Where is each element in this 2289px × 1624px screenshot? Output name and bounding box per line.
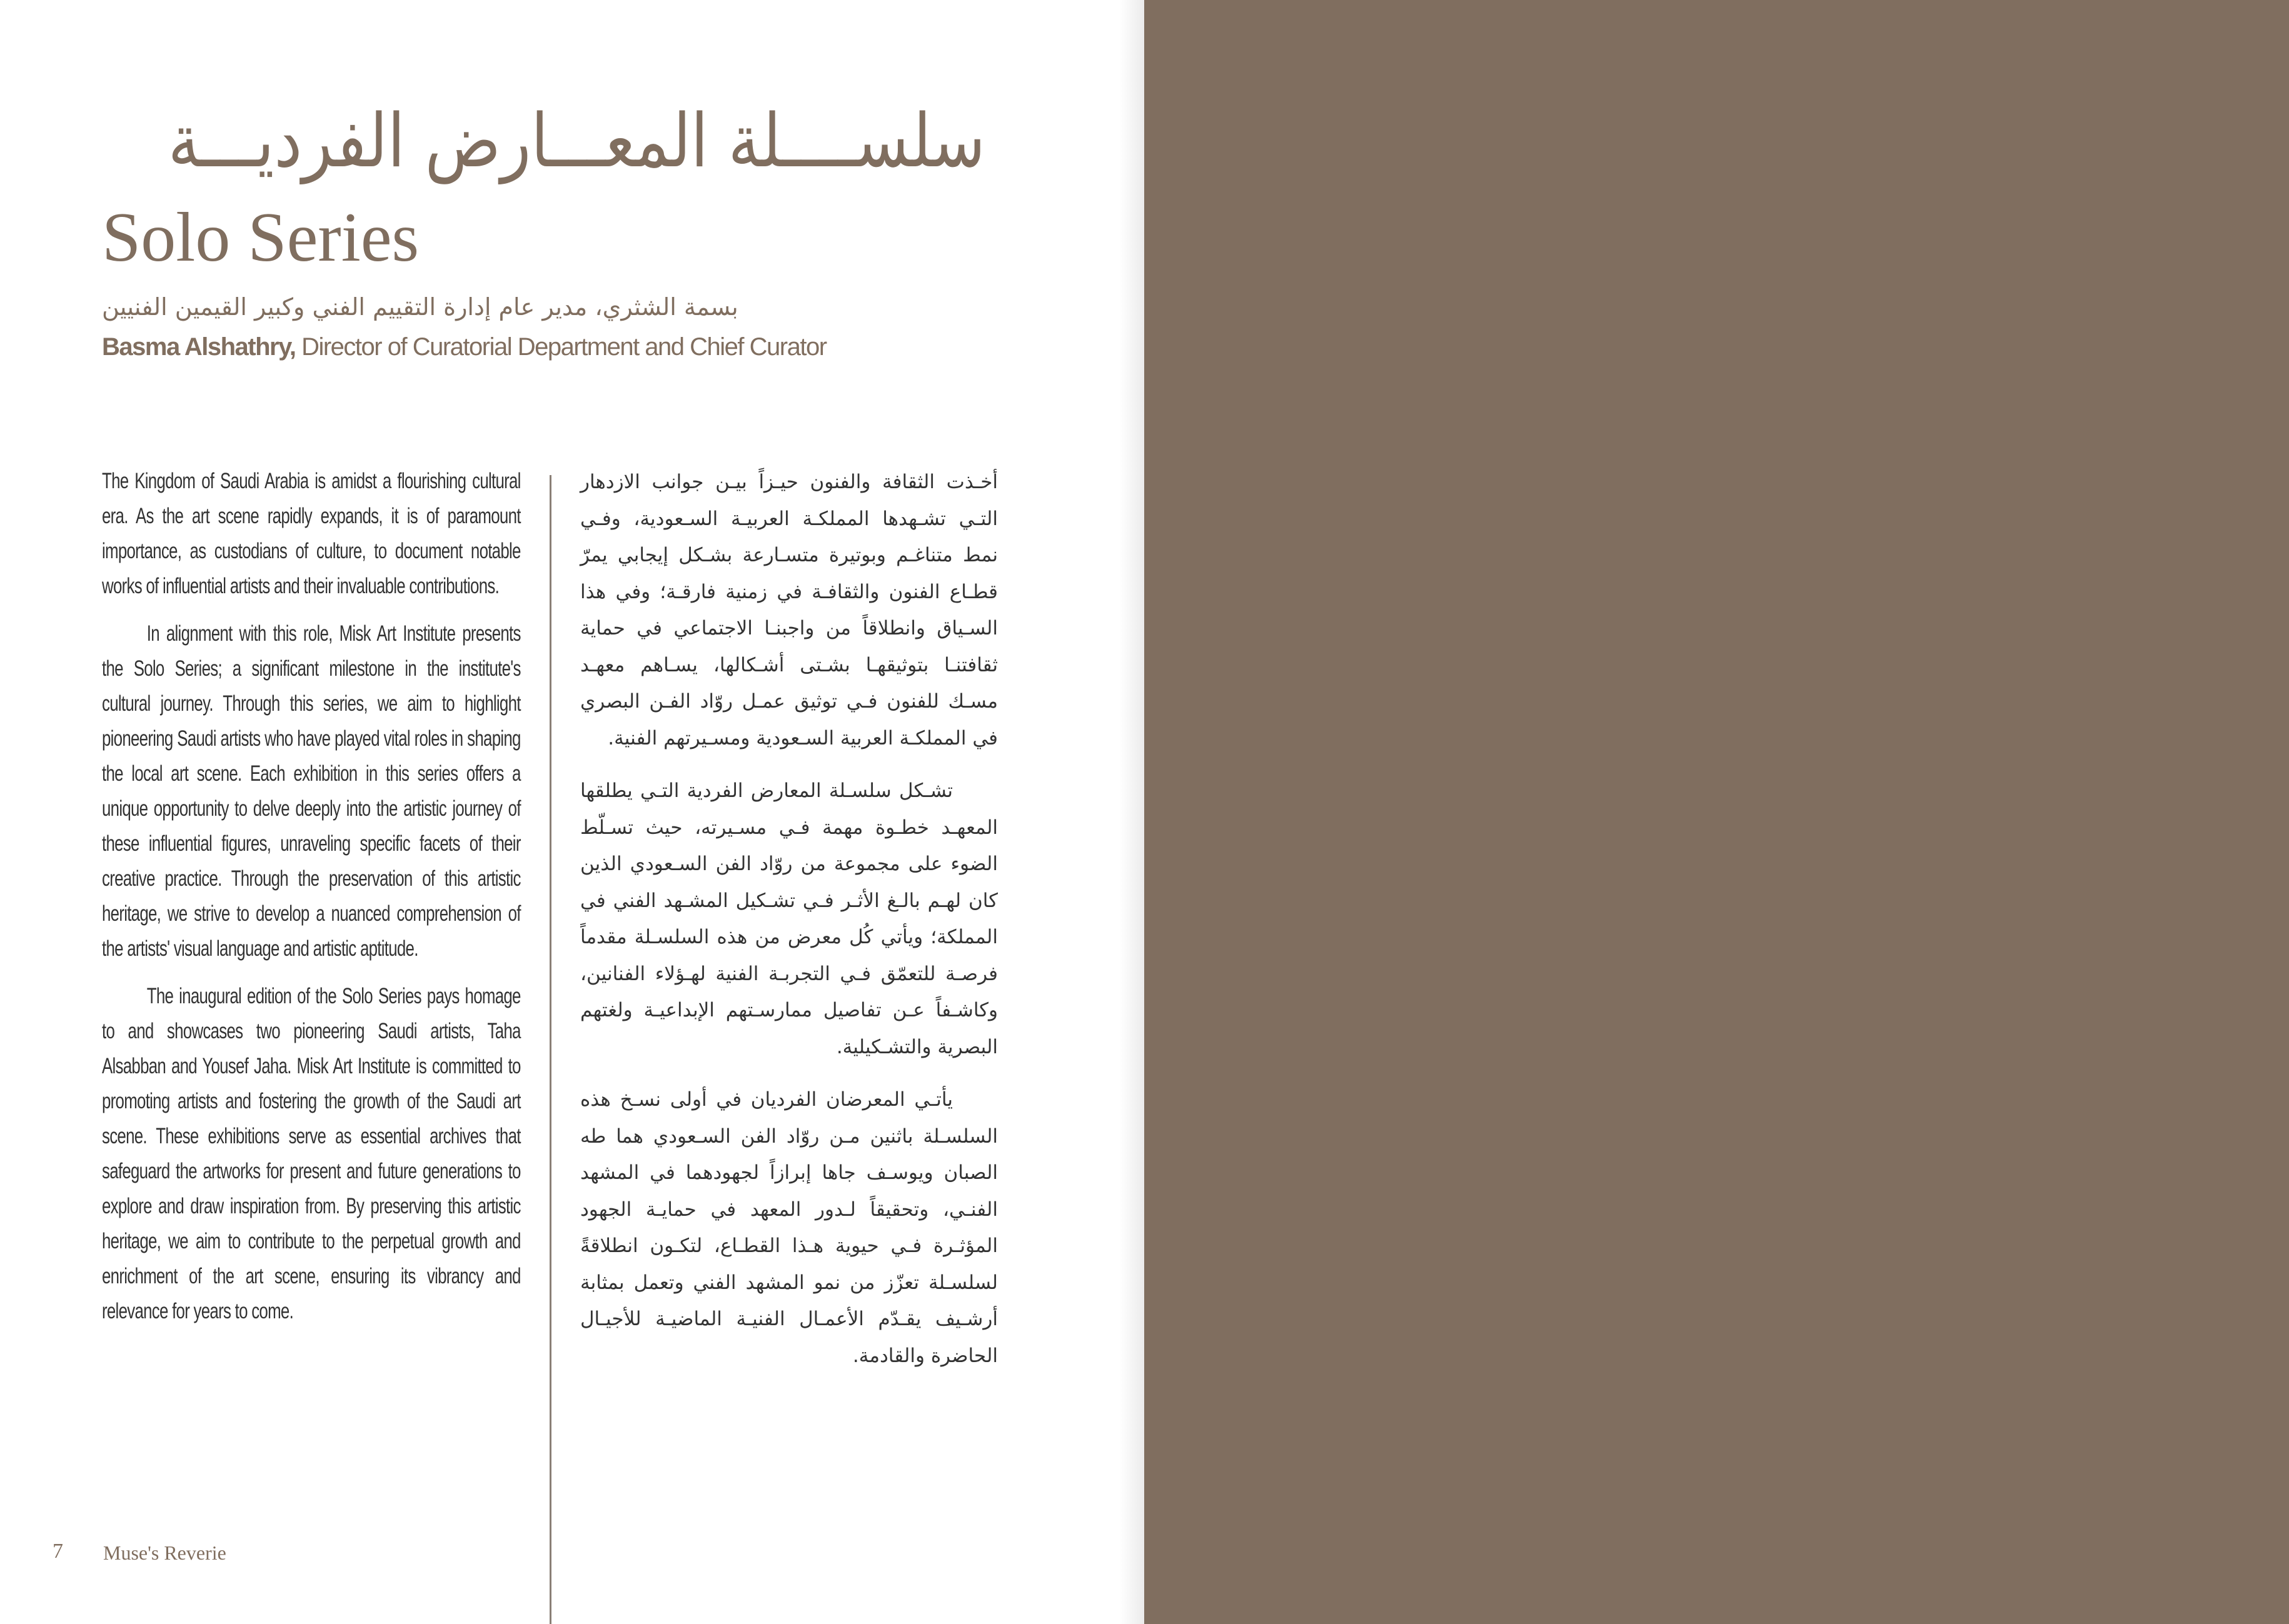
arabic-column bbox=[580, 464, 998, 1390]
english-paragraph: In alignment with this role, Misk Art Institute presents the Solo Series; a significant milestone in the institute's cultural journey. Through this series, we aim to highlight pioneering Saudi artists who have played vital roles in shaping the local art scene. Each exhibition in this series offers a unique opportunity to delve deeply into the artistic journey of these influential figures, unraveling specific facets of their creative practice. Through the preservation of this artistic heritage, we strive to develop a nuanced comprehension of the artists' visual language and artistic aptitude. bbox=[102, 621, 521, 961]
english-column bbox=[102, 464, 521, 1341]
english-author-line bbox=[102, 331, 827, 363]
author-role: Director of Curatorial Department and Chief Curator bbox=[295, 333, 827, 361]
english-paragraph: The Kingdom of Saudi Arabia is amidst a flourishing cultural era. As the art scene rapidly expands, it is of paramount importance, as custodians of culture, to document notable works of influential artists and their invaluable contributions. bbox=[102, 469, 521, 598]
publication-title: Muse's Reverie bbox=[103, 1541, 226, 1564]
page-fold-shadow bbox=[1119, 0, 1144, 1624]
author-name: Basma Alshathry, bbox=[102, 333, 296, 361]
page-number: 7 bbox=[53, 1540, 63, 1563]
english-paragraph: The inaugural edition of the Solo Series pays homage to and showcases two pioneering Saudi artists, Taha Alsabban and Yousef Jaha. Misk Art Institute is committed to promoting artists and fostering the growth of the Saudi art scene. These exhibitions serve as essential archives that safeguard the artworks for present and future generations to explore and draw inspiration from. By preserving this artistic heritage, we aim to contribute to the perpetual growth and enrichment of the art scene, ensuring its vibrancy and relevance for years to come. bbox=[102, 984, 521, 1323]
arabic-paragraph: تشـكل سلسـلة المعارض الفردية التـي يطلقها المعهـد خطـوة مهمة فـي مسـيرته، حيث تسـلّط الضوء على مجموعة من روّاد الفن السـعودي الذين كان لهـم بالـغ الأثـر فـي تشـكيل المشـهد الفني في المملكة؛ ويأتي كُل معرض من هذه السلسـلة مقدماً فرصـة للتعمّق فـي التجربـة الفنية لهـؤلاء الفنانين، وكاشـفاً عـن تفاصيل ممارسـتهم الإبداعيـة ولغتهم البصرية والتشـكيلية. bbox=[580, 779, 998, 1058]
english-title: Solo Series bbox=[102, 199, 420, 276]
arabic-title: سلســــلة المعـــارض الفرديـــة bbox=[168, 98, 985, 184]
arabic-author-line: بسمة الشثري، مدير عام إدارة التقييم الفني وكبير القيمين الفنيين bbox=[102, 293, 738, 321]
right-brown-panel bbox=[1144, 0, 2289, 1624]
column-divider bbox=[550, 475, 551, 1624]
arabic-paragraph: أخـذت الثقافة والفنون حيـزاً بيـن جوانب الازدهار التـي تشـهدها المملكـة العربيـة السـعودية، وفـي نمط متناغـم وبوتيرة متسـارعة بشـكل إيجابي يمرّ قطـاع الفنون والثقافـة في زمنية فارقـة؛ وفي هذا السـياق وانطلاقاً من واجبنـا الاجتماعي في حماية ثقافتنـا بتوثيقهـا بشـتى أشـكالها، يسـاهم معهـد مسـك للفنون فـي توثيق عمـل روّاد الفـن البصري في المملكـة العربية السـعودية ومسـيرتهم الفنية. bbox=[580, 471, 998, 749]
arabic-paragraph: يأتـي المعرضان الفرديان في أولى نسـخ هذه السلسـلة باثنين مـن روّاد الفن السـعودي هما طه الصبان ويوسـف جاها إبرازاً لجهودهما في المشهد الفنـي، وتحقيقاً لـدور المعهد في حمايـة الجهود المؤثـرة فـي حيوية هـذا القطـاع، لتكـون انطلاقةً لسلسـلة تعزّز من نمو المشهد الفني وتعمل بمثابة أرشـيف يقـدّم الأعمـال الفنيـة الماضيـة للأجيـال الحاضرة والقادمة. bbox=[580, 1088, 998, 1367]
left-page bbox=[0, 0, 1144, 1624]
